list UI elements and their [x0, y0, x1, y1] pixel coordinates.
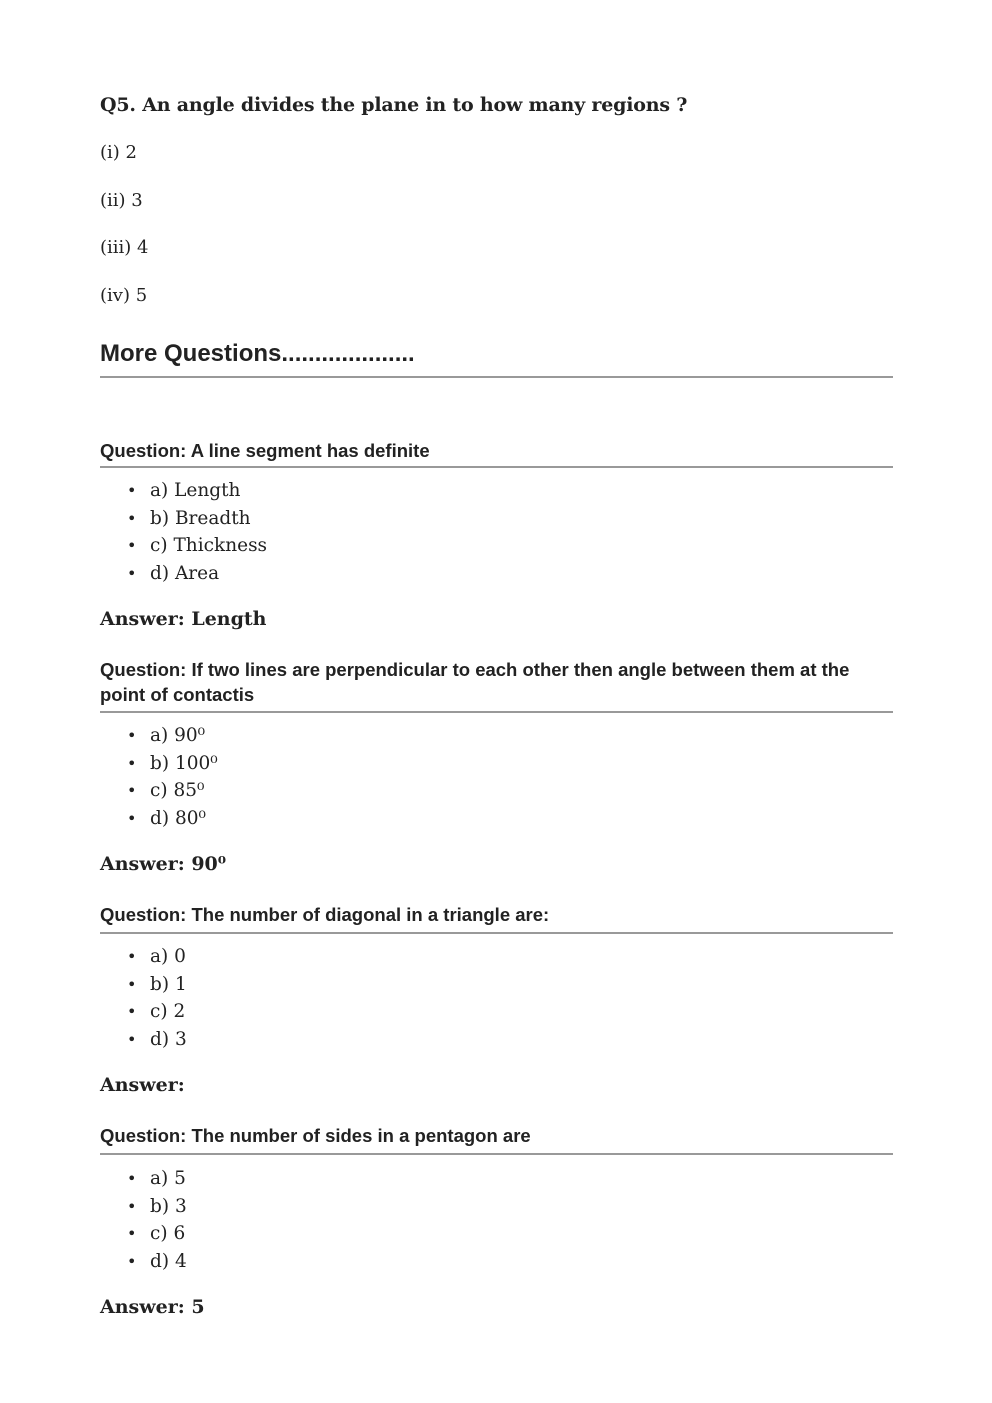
question-3-divider: [100, 932, 893, 934]
bullet-icon: •: [127, 947, 137, 966]
option-item: [100, 1220, 187, 1248]
option-label: b) 100⁰: [150, 752, 218, 774]
option-label: c) Thickness: [150, 535, 268, 557]
question-3-text: Question: The number of diagonal in a triangle are:: [100, 904, 550, 925]
option-item: [100, 971, 187, 999]
question-2-text: Question: If two lines are perpendicular to each other then angle between them at the point of contactis: [100, 659, 850, 705]
option-item: [100, 777, 218, 805]
bullet-icon: •: [127, 1224, 137, 1244]
option-item: [100, 477, 267, 505]
option-label: a) Length: [150, 480, 241, 501]
bullet-icon: •: [127, 1030, 137, 1050]
option-item: [100, 505, 267, 533]
question-2-options: [100, 722, 218, 833]
question-2-divider: [100, 711, 893, 713]
option-item: [100, 943, 187, 971]
q5-option-4: (iv) 5: [100, 285, 148, 306]
option-item: [100, 1026, 187, 1054]
heading-divider: [100, 376, 893, 378]
bullet-icon: •: [127, 974, 137, 994]
question-1-divider: [100, 466, 893, 468]
bullet-icon: •: [127, 564, 137, 584]
question-4-options: [100, 1165, 187, 1276]
option-item: [100, 1165, 187, 1193]
option-label: d) 3: [150, 1029, 187, 1051]
bullet-icon: •: [127, 809, 137, 829]
more-questions-heading: More Questions....................: [100, 340, 415, 367]
bullet-icon: •: [127, 508, 137, 528]
question-3-answer: Answer:: [100, 1074, 185, 1096]
option-item: [100, 560, 267, 588]
q5-option-1: (i) 2: [100, 142, 137, 163]
bullet-icon: •: [127, 753, 137, 773]
option-label: b) 1: [150, 973, 187, 995]
bullet-icon: •: [127, 536, 137, 556]
option-item: [100, 722, 218, 750]
q5-option-2: (ii) 3: [100, 190, 143, 211]
option-label: a) 0: [150, 946, 186, 967]
bullet-icon: •: [127, 1002, 137, 1022]
option-item: [100, 805, 218, 833]
bullet-icon: •: [127, 1252, 137, 1272]
option-label: a) 5: [150, 1168, 186, 1189]
option-label: d) 80⁰: [150, 808, 206, 830]
bullet-icon: •: [127, 1169, 137, 1188]
q5-option-3: (iii) 4: [100, 237, 149, 258]
question-4-answer: Answer: 5: [100, 1296, 205, 1318]
bullet-icon: •: [127, 781, 137, 801]
question-4-text: Question: The number of sides in a pentagon are: [100, 1125, 531, 1146]
question-1-options: [100, 477, 267, 588]
question-3-options: [100, 943, 187, 1054]
option-item: [100, 1248, 187, 1276]
question-1-text: Question: A line segment has definite: [100, 440, 430, 461]
bullet-icon: •: [127, 1196, 137, 1216]
q5-question-title: Q5. An angle divides the plane in to how many regions ?: [100, 94, 688, 116]
option-item: [100, 750, 218, 778]
option-label: c) 2: [150, 1001, 186, 1023]
question-1-answer: Answer: Length: [100, 608, 267, 630]
option-label: c) 85⁰: [150, 780, 205, 802]
option-label: a) 90⁰: [150, 725, 206, 746]
option-label: d) Area: [150, 563, 220, 585]
option-item: [100, 532, 267, 560]
option-item: [100, 1193, 187, 1221]
option-label: b) 3: [150, 1195, 187, 1217]
bullet-icon: •: [127, 726, 137, 745]
option-label: d) 4: [150, 1251, 187, 1273]
option-item: [100, 998, 187, 1026]
bullet-icon: •: [127, 481, 137, 500]
option-label: b) Breadth: [150, 507, 251, 529]
question-4-divider: [100, 1153, 893, 1155]
option-label: c) 6: [150, 1223, 186, 1245]
question-2-answer: Answer: 90⁰: [100, 853, 227, 875]
